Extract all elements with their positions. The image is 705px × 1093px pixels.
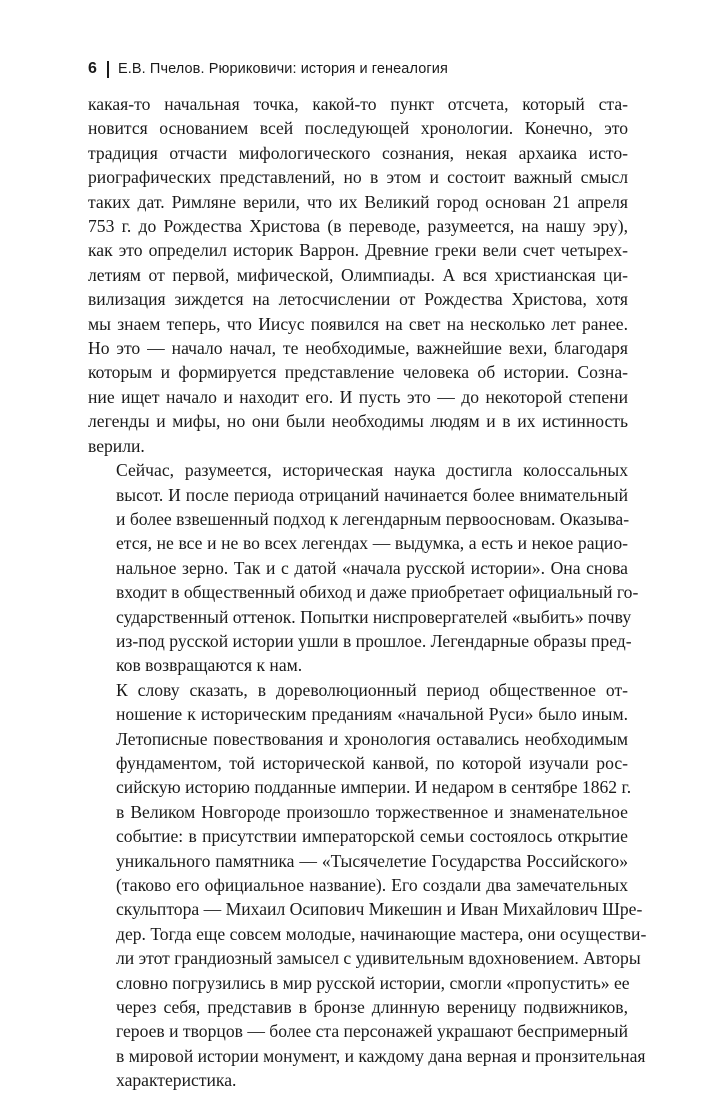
running-title: Е.В. Пчелов. Рюриковичи: история и генеалогия [118, 61, 448, 77]
text-line: легенды и мифы, но они были необходимы людям и в их истинность [88, 411, 628, 432]
text-line: какая-то начальная точка, какой-то пункт отсчета, который ста- [88, 94, 628, 114]
text-line: фундаментом, той исторической канвой, по которой изучали рос- [116, 752, 628, 773]
text-line: К слову сказать, в дореволюционный период общественное от- [116, 679, 628, 700]
text-line: входит в общественный обиход и даже приобретает официальный го- [116, 582, 639, 603]
text-line: в Великом Новгороде произошло торжественное и знаменательное [116, 801, 628, 822]
header-divider [107, 61, 109, 78]
text-line: вилизация зиждется на летосчислении от Рождества Христова, хотя [88, 289, 628, 310]
text-line: 753 г. до Рождества Христова (в переводе, разумеется, на нашу эру), [88, 216, 628, 237]
text-line: нальное зерно. Так и с датой «начала русской истории». Она снова [116, 557, 628, 578]
paragraph [88, 458, 639, 678]
body-text [88, 92, 647, 1093]
text-line: в мировой истории монумент, и каждому дана верная и пронзительная [116, 1045, 646, 1066]
text-line: ков возвращаются к нам. [116, 655, 303, 676]
text-line: ношение к историческим преданиям «начальной Руси» было иным. [116, 704, 628, 725]
text-line: словно погрузились в мир русской истории, смогли «пропустить» ее [116, 972, 630, 993]
text-line: (таково его официальное название). Его создали два замечательных [116, 875, 628, 895]
text-line: сударственный оттенок. Попытки ниспровергателей «выбить» почву [116, 606, 632, 627]
text-line: через себя, представив в бронзе длинную вереницу подвижников, [116, 997, 628, 1018]
page-number: 6 [88, 60, 97, 77]
text-line: ние ищет начало и находит его. И пусть это — до некоторой степени [88, 386, 628, 407]
text-line: мы знаем теперь, что Иисус появился на свет на несколько лет ранее. [88, 313, 628, 334]
text-line: из-под русской истории ушли в прошлое. Легендарные образы пред- [116, 630, 632, 651]
text-line: сийскую историю подданные империи. И недаром в сентябре 1862 г. [116, 777, 632, 798]
text-line: Но это — начало начал, те необходимые, важнейшие вехи, благодаря [88, 338, 628, 359]
text-line: Сейчас, разумеется, историческая наука достигла колоссальных [116, 460, 628, 481]
text-line: новится основанием всей последующей хронологии. Конечно, это [88, 118, 628, 139]
text-line: скульптора — Михаил Осипович Микешин и Иван Михайлович Шре- [116, 899, 643, 920]
text-line: дер. Тогда еще совсем молодые, начинающие мастера, они осуществи- [116, 923, 647, 944]
text-line: ется, не все и не во всех легендах — выдумка, а есть и некое рацио- [116, 533, 628, 554]
paragraph [88, 678, 647, 1093]
text-line: событие: в присутствии императорской семьи состоялось открытие [116, 826, 628, 847]
text-line: традиция отчасти мифологического сознания, некая архаика исто- [88, 142, 628, 163]
text-line: характеристика. [116, 1070, 237, 1091]
text-line: риографических представлений, но в этом и состоит важный смысл [88, 167, 628, 188]
text-line: летиям от первой, мифической, Олимпиады. А вся христианская ци- [88, 264, 628, 285]
text-line: таких дат. Римляне верили, что их Великий город основан 21 апреля [88, 191, 628, 212]
text-line: как это определил историк Варрон. Древние греки вели счет четырех- [88, 240, 628, 261]
text-line: которым и формируется представление человека об истории. Созна- [88, 362, 628, 383]
text-line: ли этот грандиозный замысел с удивительным вдохновением. Авторы [116, 948, 641, 969]
text-line: Летописные повествования и хронология оставались необходимым [116, 728, 628, 749]
text-line: верили. [88, 435, 145, 456]
text-line: и более взвешенный подход к легендарным первоосновам. Оказыва- [116, 508, 630, 529]
paragraph [88, 92, 628, 458]
text-line: героев и творцов — более ста персонажей украшают беспримерный [116, 1021, 629, 1042]
text-line: высот. И после периода отрицаний начинается более внимательный [116, 484, 628, 505]
text-line: уникального памятника — «Тысячелетие Государства Российского» [116, 850, 628, 871]
running-head [88, 60, 628, 78]
